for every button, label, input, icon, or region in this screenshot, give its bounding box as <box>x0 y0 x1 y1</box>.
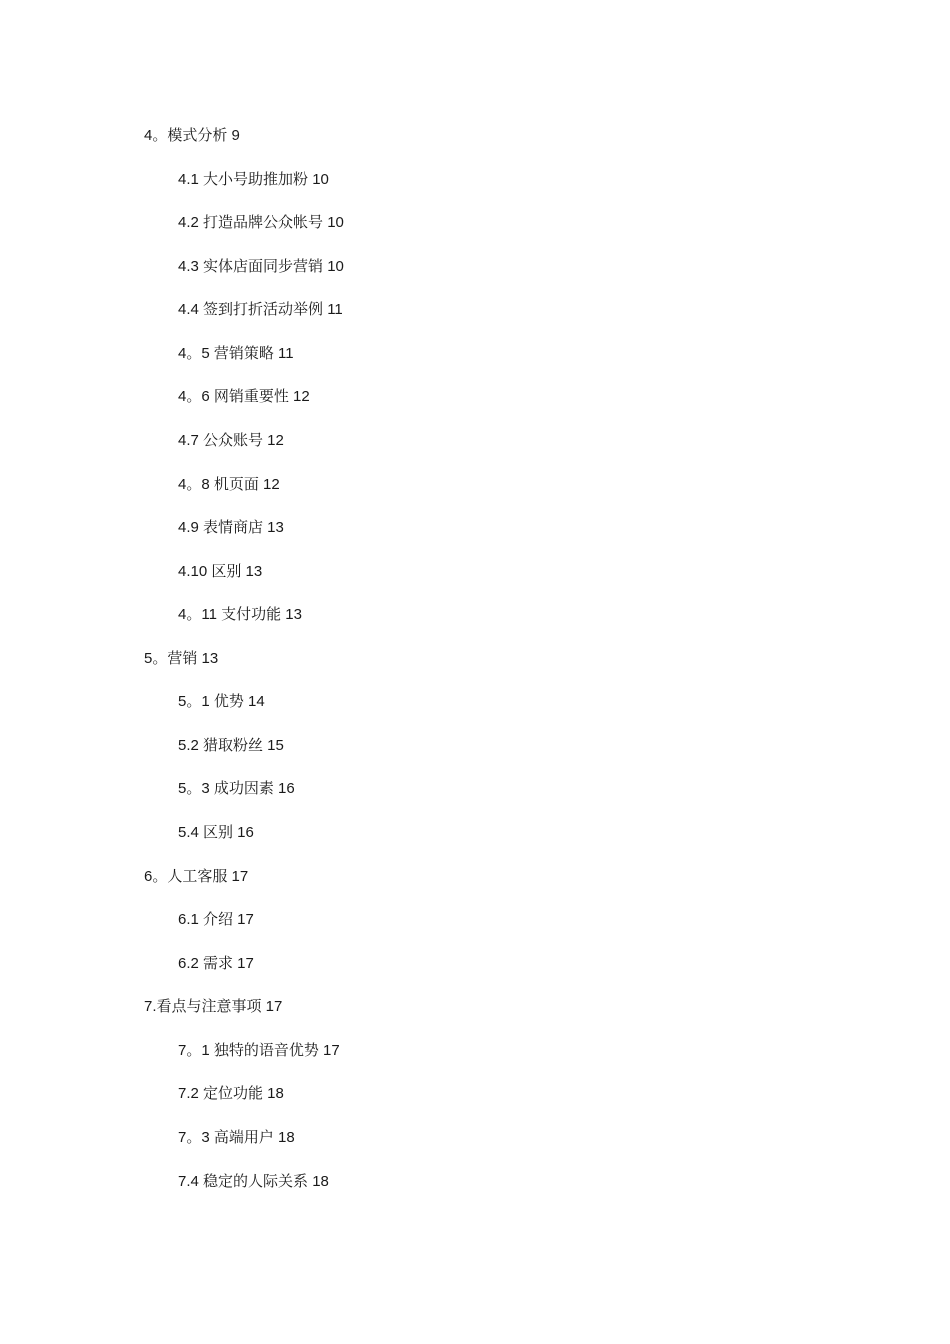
toc-entry-4-6[interactable]: 4。6 网销重要性 12 <box>178 388 310 405</box>
toc-entry-4-5[interactable]: 4。5 营销策略 11 <box>178 345 294 362</box>
toc-entry-4[interactable]: 4。模式分析 9 <box>144 127 240 144</box>
toc-entry-4-10[interactable]: 4.10 区别 13 <box>178 563 263 580</box>
toc-entry-6-1[interactable]: 6.1 介绍 17 <box>178 911 254 928</box>
toc-entry-5-1[interactable]: 5。1 优势 14 <box>178 693 265 710</box>
toc-entry-7-1[interactable]: 7。1 独特的语音优势 17 <box>178 1042 340 1059</box>
toc-entry-7-2[interactable]: 7.2 定位功能 18 <box>178 1085 284 1102</box>
toc-entry-5-2[interactable]: 5.2 猎取粉丝 15 <box>178 737 284 754</box>
toc-entry-5-3[interactable]: 5。3 成功因素 16 <box>178 780 295 797</box>
toc-entry-4-8[interactable]: 4。8 机页面 12 <box>178 476 280 493</box>
toc-entry-7[interactable]: 7.看点与注意事项 17 <box>144 998 283 1015</box>
toc-entry-4-7[interactable]: 4.7 公众账号 12 <box>178 432 284 449</box>
toc-entry-4-2[interactable]: 4.2 打造品牌公众帐号 10 <box>178 214 344 231</box>
toc-entry-5[interactable]: 5。营销 13 <box>144 650 219 667</box>
toc-entry-4-9[interactable]: 4.9 表情商店 13 <box>178 519 284 536</box>
toc-entry-6-2[interactable]: 6.2 需求 17 <box>178 955 254 972</box>
toc-entry-5-4[interactable]: 5.4 区别 16 <box>178 824 254 841</box>
toc-entry-7-3[interactable]: 7。3 高端用户 18 <box>178 1129 295 1146</box>
toc-entry-7-4[interactable]: 7.4 稳定的人际关系 18 <box>178 1173 329 1190</box>
toc-entry-4-11[interactable]: 4。11 支付功能 13 <box>178 606 302 623</box>
toc-entry-6[interactable]: 6。人工客服 17 <box>144 868 249 885</box>
toc-entry-4-3[interactable]: 4.3 实体店面同步营销 10 <box>178 258 344 275</box>
toc-entry-4-1[interactable]: 4.1 大小号助推加粉 10 <box>178 171 329 188</box>
toc-entry-4-4[interactable]: 4.4 签到打折活动举例 11 <box>178 301 343 318</box>
